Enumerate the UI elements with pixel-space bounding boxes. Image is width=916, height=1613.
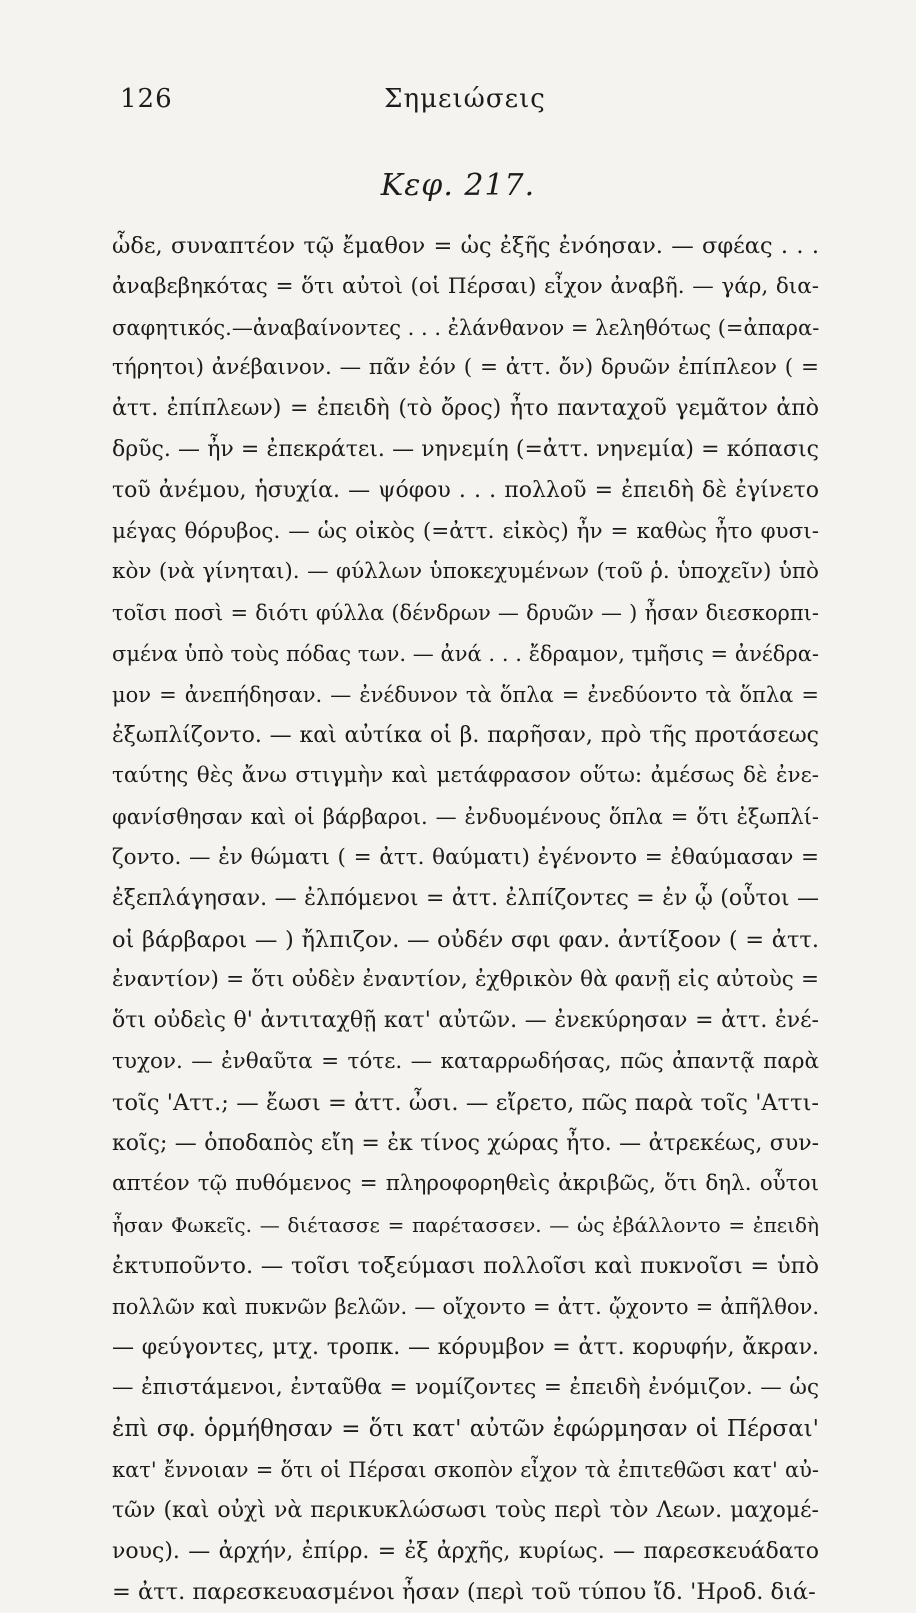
text-line: δρῦς. — ἦν = ἐπεκράτει. — νηνεμίη (=ἀττ. νηνεμία) = κόπασις — [112, 436, 819, 462]
text-line: ἀναβεβηκότας = ὅτι αὐτοὶ (οἱ Πέρσαι) εἶχον ἀναβῆ. — γάρ, δια- — [112, 273, 819, 299]
text-line: τυχον. — ἐνθαῦτα = τότε. — καταρρωδήσας, πῶς ἀπαντᾷ παρὰ — [112, 1048, 819, 1074]
text-line: τοῖς 'Αττ.; — ἔωσι = ἀττ. ὦσι. — εἴρετο, πῶς παρὰ τοῖς 'Αττι- — [112, 1089, 819, 1116]
text-line: τοῖσι ποσὶ = διότι φύλλα (δένδρων — δρυῶν — ) ἦσαν διεσκορπι- — [112, 601, 819, 626]
notes-body — [112, 226, 819, 1613]
text-line: ὧδε, συναπτέον τῷ ἔμαθον = ὡς ἐξῆς ἐνόησαν. — σφέας . . . — [112, 233, 819, 259]
running-title: Σημειώσεις — [384, 84, 546, 114]
text-line: σαφητικός.—ἀναβαίνοντες . . . ἐλάνθανον = λεληθότως (=ἀπαρα- — [112, 315, 819, 340]
text-line: νους). — ἀρχήν, ἐπίρρ. = ἐξ ἀρχῆς, κυρίως. — παρεσκευάδατο — [112, 1538, 819, 1564]
text-line: απτέον τῷ πυθόμενος = πληροφορηθεὶς ἀκριβῶς, ὅτι δηλ. οὗτοι — [112, 1171, 819, 1197]
text-line: — ἐπιστάμενοι, ἐνταῦθα = νομίζοντες = ἐπειδὴ ἐνόμιζον. — ὡς — [112, 1375, 819, 1401]
text-line: τήρητοι) ἀνέβαινον. — πᾶν ἐόν ( = ἀττ. ὄν) δρυῶν ἐπίπλεον ( = — [112, 355, 819, 381]
text-line: τοῦ ἀνέμου, ἡσυχία. — ψόφου . . . πολλοῦ = ἐπειδὴ δὲ ἐγίνετο — [112, 477, 819, 503]
text-line: μον = ἀνεπήδησαν. — ἐνέδυνον τὰ ὅπλα = ἐνεδύοντο τὰ ὅπλα = — [112, 682, 819, 707]
text-line: ὅτι οὐδεὶς θ' ἀντιταχθῇ κατ' αὐτῶν. — ἐνεκύρησαν = ἀττ. ἐνέ- — [112, 1008, 819, 1034]
text-line: σμένα ὑπὸ τοὺς πόδας των. — ἀνά . . . ἔδραμον, τμῆσις = ἀνέδρα- — [112, 641, 819, 666]
page-header — [120, 84, 810, 124]
text-line: ἐπὶ σφ. ὁρμήθησαν = ὅτι κατ' αὐτῶν ἐφώρμησαν οἱ Πέρσαι' — [112, 1416, 819, 1443]
text-line: μέγας θόρυβος. — ὡς οἰκὸς (=ἀττ. εἰκὸς) ἦν = καθὼς ἦτο φυσι- — [112, 518, 819, 544]
text-line: ἦσαν Φωκεῖς. — διέτασσε = παρέτασσεν. — ὡς ἐβάλλοντο = ἐπειδὴ — [112, 1213, 819, 1238]
text-line: ἐναντίον) = ὅτι οὐδὲν ἐναντίον, ἐχθρικὸν θὰ φανῇ εἰς αὐτοὺς = — [112, 967, 819, 993]
text-line: κοῖς; — ὁποδαπὸς εἴη = ἐκ τίνος χώρας ἦτο. — ἀτρεκέως, συν- — [112, 1130, 819, 1156]
text-line: ζοντο. — ἐν θώματι ( = ἀττ. θαύματι) ἐγένοντο = ἐθαύμασαν = — [112, 844, 819, 870]
text-line: ἐκτυποῦντο. — τοῖσι τοξεύμασι πολλοῖσι καὶ πυκνοῖσι = ὑπὸ — [112, 1252, 819, 1279]
text-line: πολλῶν καὶ πυκνῶν βελῶν. — οἴχοντο = ἀττ. ᾤχοντο = ἀπῆλθον. — [112, 1294, 819, 1319]
text-line: κὸν (νὰ γίνηται). — φύλλων ὑποκεχυμένων (τοῦ ῥ. ὑποχεῖν) ὑπὸ — [112, 559, 819, 585]
text-line: φανίσθησαν καὶ οἱ βάρβαροι. — ἐνδυομένους ὅπλα = ὅτι ἐξωπλί- — [112, 805, 819, 830]
text-line: ἐξεπλάγησαν. — ἐλπόμενοι = ἀττ. ἐλπίζοντες = ἐν ᾧ (οὗτοι — — [112, 885, 819, 911]
page-number: 126 — [120, 84, 173, 114]
chapter-heading: Κεφ. 217. — [380, 168, 536, 203]
text-line: ἀττ. ἐπίπλεων) = ἐπειδὴ (τὸ ὄρος) ἦτο πανταχοῦ γεμᾶτον ἀπὸ — [112, 396, 819, 422]
text-line: ταύτης θὲς ἄνω στιγμὴν καὶ μετάφρασον οὕτω: ἀμέσως δὲ ἐνε- — [112, 763, 819, 789]
text-line: — φεύγοντες, μτχ. τροπκ. — κόρυμβον = ἀττ. κορυφήν, ἄκραν. — [112, 1334, 819, 1360]
text-line: τῶν (καὶ οὐχὶ νὰ περικυκλώσωσι τοὺς περὶ τὸν Λεων. μαχομέ- — [112, 1497, 819, 1523]
text-line: κατ' ἔννοιαν = ὅτι οἱ Πέρσαι σκοπὸν εἶχον τὰ ἐπιτεθῶσι κατ' αὐ- — [112, 1457, 819, 1482]
text-line: = ἀττ. παρεσκευασμένοι ἦσαν (περὶ τοῦ τύπου ἴδ. 'Ηροδ. διά- — [112, 1579, 816, 1606]
text-line: οἱ βάρβαροι — ) ἤλπιζον. — οὐδέν σφι φαν. ἀντίξοον ( = ἀττ. — [112, 926, 819, 953]
text-line: ἐξωπλίζοντο. — καὶ αὐτίκα οἱ β. παρῆσαν, πρὸ τῆς προτάσεως — [112, 722, 819, 748]
